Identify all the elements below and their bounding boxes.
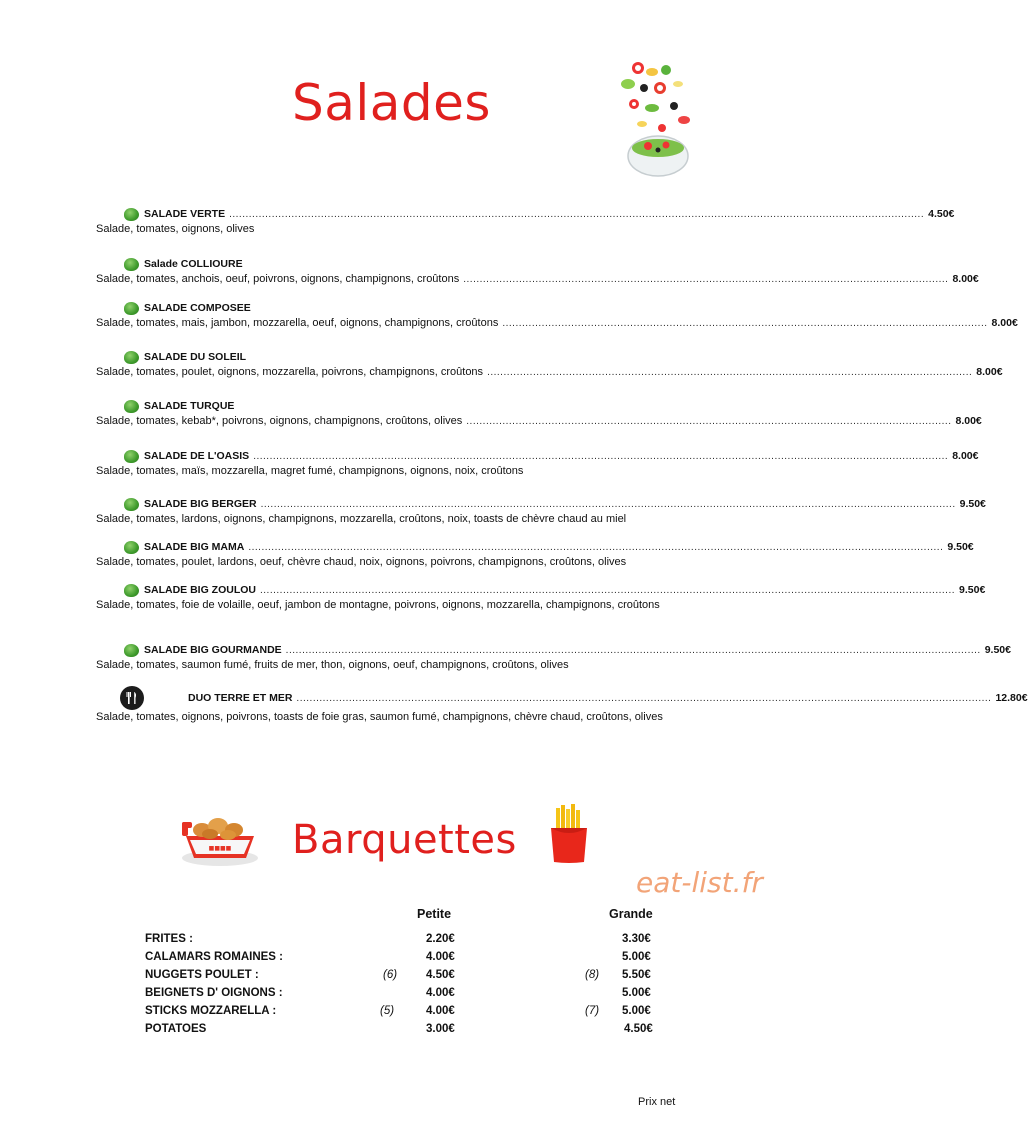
- petite-price: 2.20€: [426, 933, 455, 945]
- green-leaf-icon: [124, 644, 139, 657]
- green-leaf-icon: [124, 584, 139, 597]
- leader-dots: ....................................................................................................................................................................................................................: [229, 208, 925, 220]
- petite-price: 4.00€: [426, 987, 455, 999]
- grande-price: 3.30€: [622, 933, 651, 945]
- item-name: SALADE TURQUE: [144, 399, 235, 412]
- green-leaf-icon: [124, 258, 139, 271]
- petite-count: (5): [380, 1005, 395, 1017]
- grande-price: 5.00€: [622, 987, 651, 999]
- item-price: 9.50€: [959, 497, 986, 510]
- col-header-grande: Grande: [609, 907, 653, 921]
- item-description: Salade, tomates, poulet, oignons, mozzarella, poivrons, champignons, croûtons: [96, 366, 484, 378]
- item-price: 12.80€: [995, 691, 1028, 704]
- col-header-petite: Petite: [417, 907, 452, 921]
- item-name: SALADE COMPOSEE: [144, 301, 251, 314]
- salad-item: [96, 539, 974, 570]
- green-leaf-icon: [124, 208, 139, 221]
- grande-price: 5.00€: [622, 1005, 651, 1017]
- barquettes-title: Barquettes: [292, 817, 517, 863]
- item-name: SALADE BIG BERGER: [144, 497, 257, 510]
- leader-dots: ....................................................................................................................................................................................................................: [253, 450, 949, 462]
- leader-dots: ....................................................................................................................................................................................................................: [296, 692, 992, 704]
- green-leaf-icon: [124, 450, 139, 463]
- grande-price: 4.50€: [624, 1023, 653, 1035]
- salad-item: [96, 300, 1018, 331]
- item-price: 8.00€: [952, 449, 979, 462]
- petite-price: 4.00€: [426, 951, 455, 963]
- item-name: SALADE BIG GOURMANDE: [144, 643, 282, 656]
- salad-item: [96, 448, 979, 479]
- grande-count: (8): [585, 969, 600, 981]
- item-price: 8.00€: [955, 415, 982, 427]
- item-description: Salade, tomates, poulet, lardons, oeuf, chèvre chaud, noix, oignons, poivrons, champignons, croûtons, olives: [96, 556, 627, 568]
- item-description: Salade, tomates, maïs, mozzarella, magret fumé, champignons, oignons, noix, croûtons: [96, 465, 524, 477]
- salad-item: [96, 206, 955, 237]
- leader-dots: ....................................................................................................................................................: [466, 416, 952, 427]
- svg-text:■■■■: ■■■■: [208, 845, 232, 852]
- green-leaf-icon: [124, 351, 139, 364]
- salad-bowl-icon: [618, 58, 698, 182]
- barquette-label: CALAMARS ROMAINES :: [145, 951, 283, 963]
- salad-item: [96, 684, 1028, 725]
- chicken-nuggets-box-icon: [180, 806, 260, 868]
- footer-note: Prix net: [638, 1096, 676, 1108]
- item-price: 9.50€: [959, 583, 986, 596]
- petite-price: 3.00€: [426, 1023, 455, 1035]
- item-price: 4.50€: [928, 207, 955, 220]
- leader-dots: ....................................................................................................................................................: [463, 274, 949, 285]
- salad-item: [96, 349, 1003, 380]
- grande-count: (7): [585, 1005, 600, 1017]
- item-price: 9.50€: [984, 643, 1011, 656]
- item-description: Salade, tomates, anchois, oeuf, poivrons, oignons, champignons, croûtons: [96, 273, 460, 285]
- barquette-label: POTATOES: [145, 1023, 207, 1035]
- green-leaf-icon: [124, 302, 139, 315]
- item-description: Salade, tomates, mais, jambon, mozzarella, oeuf, oignons, champignons, croûtons: [96, 317, 499, 329]
- petite-count: (6): [383, 969, 398, 981]
- item-name: SALADE BIG MAMA: [144, 540, 245, 553]
- item-name: SALADE DU SOLEIL: [144, 350, 247, 363]
- item-name: SALADE VERTE: [144, 207, 226, 220]
- green-leaf-icon: [124, 498, 139, 511]
- item-price: 8.00€: [976, 366, 1003, 378]
- item-name: SALADE DE L'OASIS: [144, 449, 250, 462]
- grande-price: 5.50€: [622, 969, 651, 981]
- item-name: DUO TERRE ET MER: [188, 691, 293, 704]
- watermark: eat-list.fr: [636, 866, 763, 899]
- leader-dots: ....................................................................................................................................................: [502, 318, 988, 329]
- barquette-label: STICKS MOZZARELLA :: [145, 1005, 277, 1017]
- green-leaf-icon: [124, 400, 139, 413]
- barquette-label: FRITES :: [145, 933, 193, 945]
- barquette-label: BEIGNETS D' OIGNONS :: [145, 987, 283, 999]
- leader-dots: ....................................................................................................................................................................................................................: [248, 541, 944, 553]
- item-price: 8.00€: [952, 273, 979, 285]
- grande-price: 5.00€: [622, 951, 651, 963]
- item-name: Salade COLLIOURE: [144, 257, 243, 270]
- item-description: Salade, tomates, oignons, olives: [96, 223, 255, 235]
- item-description: Salade, tomates, lardons, oignons, champignons, mozzarella, croûtons, noix, toasts de chèvre chaud au miel: [96, 513, 627, 525]
- item-name: SALADE BIG ZOULOU: [144, 583, 256, 596]
- leader-dots: ....................................................................................................................................................................................................................: [260, 584, 956, 596]
- french-fries-icon: [548, 804, 590, 864]
- salad-item: [96, 496, 986, 527]
- item-description: Salade, tomates, foie de volaille, oeuf, jambon de montagne, poivrons, oignons, mozzarella, champignons, croûtons: [96, 599, 660, 611]
- item-description: Salade, tomates, oignons, poivrons, toasts de foie gras, saumon fumé, champignons, chèvre chaud, croûtons, olives: [96, 711, 663, 723]
- salad-item: [96, 582, 986, 613]
- leader-dots: ....................................................................................................................................................................................................................: [285, 644, 981, 656]
- salades-title: Salades: [292, 74, 491, 132]
- salad-item: [96, 398, 982, 429]
- leader-dots: ....................................................................................................................................................................................................................: [260, 498, 956, 510]
- salad-item: [96, 642, 1011, 673]
- item-description: Salade, tomates, saumon fumé, fruits de mer, thon, oignons, oeuf, champignons, croûtons, olives: [96, 659, 569, 671]
- cutlery-icon: [120, 686, 144, 710]
- item-price: 9.50€: [947, 540, 974, 553]
- petite-price: 4.00€: [426, 1005, 455, 1017]
- green-leaf-icon: [124, 541, 139, 554]
- item-price: 8.00€: [991, 317, 1018, 329]
- salad-item: [96, 256, 979, 287]
- leader-dots: ....................................................................................................................................................: [487, 367, 973, 378]
- barquette-label: NUGGETS POULET :: [145, 969, 259, 981]
- item-description: Salade, tomates, kebab*, poivrons, oignons, champignons, croûtons, olives: [96, 415, 463, 427]
- petite-price: 4.50€: [426, 969, 455, 981]
